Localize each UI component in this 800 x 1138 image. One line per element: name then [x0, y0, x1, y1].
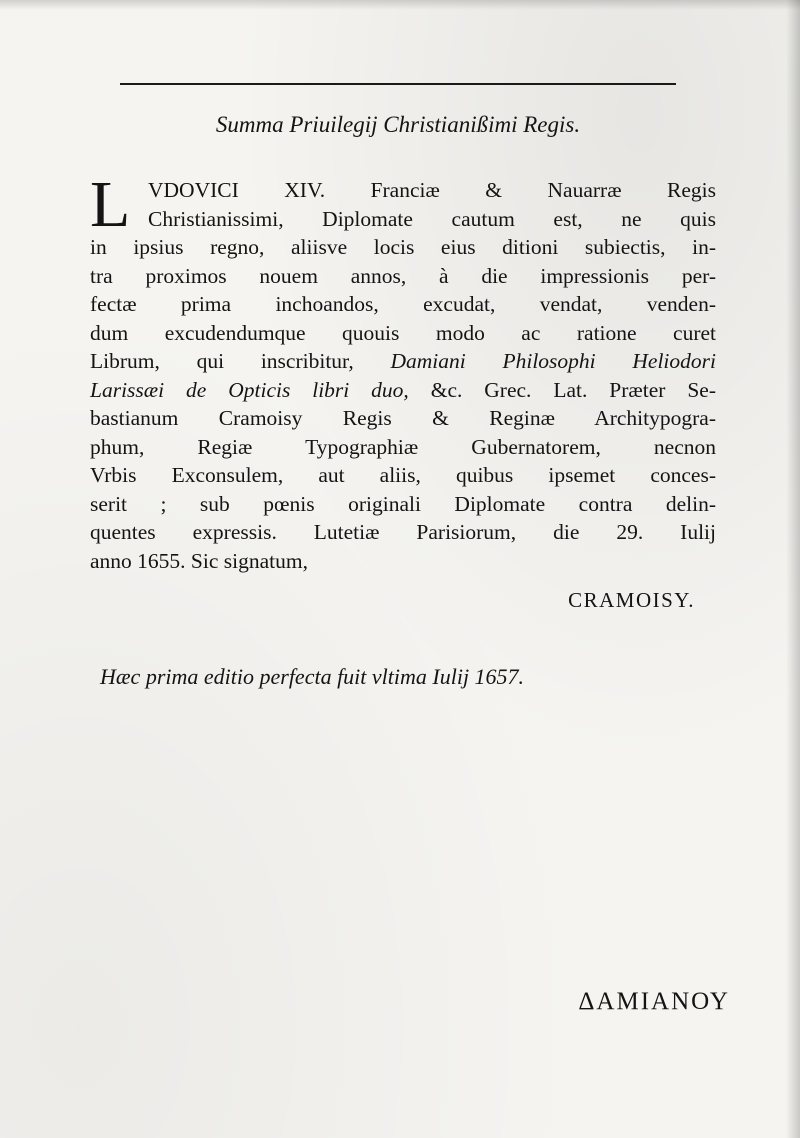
text-line-9: bastianum Cramoisy Regis & Reginæ Architypogra-: [90, 406, 716, 430]
text-line-7-italic: Damiani Philosophi Heliodori: [390, 349, 716, 373]
header-rule: [120, 83, 676, 85]
text-line-8: [90, 376, 716, 405]
text-line-7-roman: Librum, qui inscribitur,: [90, 349, 391, 373]
text-line-14: anno 1655. Sic signatum,: [90, 548, 308, 573]
colophon: Hæc prima editio perfecta fuit vltima Iulij 1657.: [100, 664, 525, 689]
text-line-10: phum, Regiæ Typographiæ Gubernatorem, necnon: [90, 434, 716, 459]
text-line-6: dum excudendumque quouis modo ac ratione curet: [90, 320, 716, 345]
catchword: ΔΑΜΙΑΝΟΥ: [578, 988, 730, 1015]
page-top-shadow: [0, 0, 800, 10]
text-line-8-italic: Larissæi de Opticis libri duo,: [90, 377, 409, 402]
text-line-2: Christianissimi, Diplomate cautum est, ne quis: [148, 206, 716, 231]
text-line-12: serit ; sub pœnis originali Diplomate contra delin-: [90, 491, 716, 516]
text-line-7: [90, 347, 716, 376]
page-edge-shadow: [786, 0, 800, 1138]
text-line-13: quentes expressis. Lutetiæ Parisiorum, die 29. Iulij: [90, 520, 716, 544]
text-line-1-smallcaps: VDOVICI: [148, 178, 239, 202]
signature: CRAMOISY.: [568, 588, 695, 612]
text-line-1: [90, 176, 716, 205]
text-line-4: tra proximos nouem annos, à die impressionis per-: [90, 263, 716, 288]
text-line-5: fectæ prima inchoandos, excudat, vendat, venden-: [90, 292, 716, 316]
privilege-heading: Summa Priuilegij Christianißimi Regis.: [215, 112, 581, 137]
text-line-1-rest: XIV. Franciæ & Nauarræ Regis: [238, 178, 716, 202]
text-line-8-roman: &c. Grec. Lat. Præter Se-: [408, 377, 716, 402]
text-line-11: Vrbis Exconsulem, aut aliis, quibus ipsemet conces-: [90, 463, 716, 487]
drop-capital: L: [90, 168, 131, 241]
text-line-3: in ipsius regno, aliisve locis eius ditioni subiectis, in-: [90, 235, 716, 259]
privilege-text: [90, 168, 716, 575]
